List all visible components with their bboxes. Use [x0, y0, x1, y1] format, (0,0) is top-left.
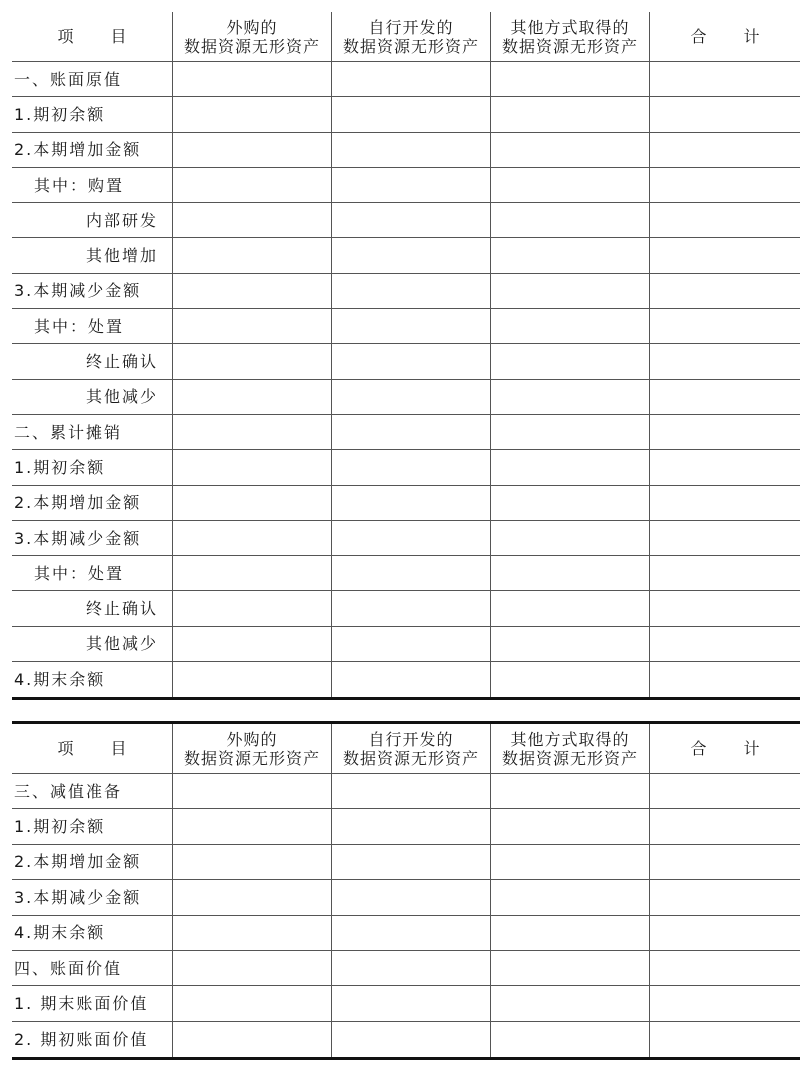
table-body — [12, 62, 800, 697]
value-cell — [331, 203, 490, 237]
row-label: 终止确认 — [86, 599, 159, 619]
value-cell — [490, 880, 649, 914]
table-header — [12, 12, 800, 62]
value-cell — [490, 133, 649, 167]
table-row — [12, 168, 800, 203]
value-cell — [172, 951, 331, 985]
table-row — [12, 986, 800, 1021]
value-cell — [172, 556, 331, 590]
value-cell — [490, 627, 649, 661]
value-cell — [172, 238, 331, 272]
row-label: 3.本期减少金额 — [14, 887, 142, 907]
row-label: 2.本期增加金额 — [14, 140, 142, 160]
value-cell — [649, 627, 800, 661]
value-cell — [490, 415, 649, 449]
value-cell — [331, 97, 490, 131]
value-cell — [490, 916, 649, 950]
value-cell — [331, 556, 490, 590]
value-cell — [331, 133, 490, 167]
value-cell — [490, 486, 649, 520]
row-label: 2. 期初账面价值 — [14, 1029, 149, 1049]
table-row — [12, 774, 800, 809]
value-cell — [649, 880, 800, 914]
value-cell — [649, 809, 800, 843]
value-cell — [490, 845, 649, 879]
value-cell — [331, 662, 490, 697]
value-cell — [172, 274, 331, 308]
value-cell — [649, 274, 800, 308]
value-cell — [331, 415, 490, 449]
value-cell — [331, 774, 490, 808]
value-cell — [649, 168, 800, 202]
value-cell — [172, 809, 331, 843]
value-cell — [490, 450, 649, 484]
table-row — [12, 916, 800, 951]
table-row — [12, 591, 800, 626]
table-row — [12, 1022, 800, 1057]
value-cell — [649, 486, 800, 520]
row-label: 内部研发 — [86, 210, 159, 230]
value-cell — [649, 344, 800, 378]
value-cell — [649, 450, 800, 484]
value-cell — [331, 238, 490, 272]
table-row — [12, 521, 800, 556]
row-label: 其中：购置 — [34, 175, 125, 195]
header-self-developed: 自行开发的 数据资源无形资产 — [331, 12, 490, 61]
row-label: 其他减少 — [86, 634, 159, 654]
row-label: 四、账面价值 — [14, 958, 123, 978]
value-cell — [331, 986, 490, 1020]
row-label: 1. 期末账面价值 — [14, 994, 149, 1014]
table-row — [12, 450, 800, 485]
row-label: 三、减值准备 — [14, 781, 123, 801]
row-label: 4.期末余额 — [14, 923, 106, 943]
table-row — [12, 133, 800, 168]
table-header — [12, 724, 800, 774]
row-label: 终止确认 — [86, 352, 159, 372]
value-cell — [331, 521, 490, 555]
value-cell — [331, 344, 490, 378]
value-cell — [490, 168, 649, 202]
value-cell — [331, 591, 490, 625]
table-row — [12, 97, 800, 132]
header-other-acquired: 其他方式取得的 数据资源无形资产 — [490, 724, 649, 773]
value-cell — [490, 591, 649, 625]
value-cell — [649, 62, 800, 96]
header-item: 项 目 — [57, 27, 143, 46]
value-cell — [490, 1022, 649, 1057]
value-cell — [649, 774, 800, 808]
value-cell — [172, 627, 331, 661]
table-row — [12, 809, 800, 844]
value-cell — [172, 344, 331, 378]
row-label: 1.期初余额 — [14, 817, 106, 837]
value-cell — [649, 916, 800, 950]
table-bottom-rule — [12, 1057, 800, 1060]
value-cell — [490, 774, 649, 808]
value-cell — [490, 274, 649, 308]
value-cell — [172, 774, 331, 808]
table-row — [12, 309, 800, 344]
value-cell — [172, 309, 331, 343]
row-label: 2.本期增加金额 — [14, 852, 142, 872]
value-cell — [331, 309, 490, 343]
value-cell — [172, 880, 331, 914]
table-row — [12, 203, 800, 238]
value-cell — [172, 986, 331, 1020]
header-other-acquired: 其他方式取得的 数据资源无形资产 — [490, 12, 649, 61]
table-row — [12, 662, 800, 697]
table-row — [12, 380, 800, 415]
value-cell — [490, 309, 649, 343]
value-cell — [172, 380, 331, 414]
row-label: 2.本期增加金额 — [14, 493, 142, 513]
value-cell — [172, 62, 331, 96]
value-cell — [172, 450, 331, 484]
value-cell — [490, 238, 649, 272]
value-cell — [649, 309, 800, 343]
table-row — [12, 845, 800, 880]
value-cell — [649, 97, 800, 131]
value-cell — [172, 916, 331, 950]
table-body — [12, 774, 800, 1057]
value-cell — [490, 662, 649, 697]
header-total: 合 计 — [649, 724, 800, 773]
value-cell — [490, 809, 649, 843]
row-label: 其他增加 — [86, 246, 159, 266]
table-row — [12, 627, 800, 662]
value-cell — [649, 521, 800, 555]
value-cell — [490, 97, 649, 131]
value-cell — [331, 168, 490, 202]
value-cell — [490, 556, 649, 590]
value-cell — [331, 1022, 490, 1057]
value-cell — [649, 238, 800, 272]
value-cell — [649, 845, 800, 879]
table-row — [12, 486, 800, 521]
value-cell — [490, 521, 649, 555]
row-label: 二、累计摊销 — [14, 422, 123, 442]
header-purchased: 外购的 数据资源无形资产 — [172, 724, 331, 773]
value-cell — [331, 274, 490, 308]
value-cell — [649, 415, 800, 449]
value-cell — [172, 662, 331, 697]
value-cell — [649, 380, 800, 414]
value-cell — [649, 1022, 800, 1057]
value-cell — [490, 986, 649, 1020]
row-label: 3.本期减少金额 — [14, 528, 142, 548]
value-cell — [172, 591, 331, 625]
table-row — [12, 344, 800, 379]
value-cell — [490, 203, 649, 237]
table-row — [12, 415, 800, 450]
row-label: 其中：处置 — [34, 316, 125, 336]
asset-table-part1 — [12, 12, 800, 700]
row-label: 其中：处置 — [34, 563, 125, 583]
table-row — [12, 62, 800, 97]
value-cell — [172, 486, 331, 520]
value-cell — [490, 380, 649, 414]
value-cell — [490, 62, 649, 96]
header-self-developed: 自行开发的 数据资源无形资产 — [331, 724, 490, 773]
table-row — [12, 274, 800, 309]
row-label: 其他减少 — [86, 387, 159, 407]
value-cell — [649, 662, 800, 697]
table-row — [12, 556, 800, 591]
row-label: 4.期末余额 — [14, 670, 106, 690]
value-cell — [490, 951, 649, 985]
value-cell — [172, 203, 331, 237]
value-cell — [172, 521, 331, 555]
row-label: 1.期初余额 — [14, 457, 106, 477]
value-cell — [331, 845, 490, 879]
value-cell — [331, 627, 490, 661]
value-cell — [649, 986, 800, 1020]
value-cell — [172, 1022, 331, 1057]
header-purchased: 外购的 数据资源无形资产 — [172, 12, 331, 61]
row-label: 一、账面原值 — [14, 69, 123, 89]
asset-table-part2 — [12, 721, 800, 1060]
table-bottom-rule — [12, 697, 800, 700]
row-label: 3.本期减少金额 — [14, 281, 142, 301]
value-cell — [649, 203, 800, 237]
value-cell — [490, 344, 649, 378]
value-cell — [649, 591, 800, 625]
value-cell — [331, 62, 490, 96]
table-row — [12, 880, 800, 915]
row-label: 1.期初余额 — [14, 104, 106, 124]
value-cell — [172, 168, 331, 202]
value-cell — [331, 380, 490, 414]
value-cell — [172, 415, 331, 449]
value-cell — [649, 133, 800, 167]
value-cell — [649, 951, 800, 985]
value-cell — [649, 556, 800, 590]
value-cell — [172, 845, 331, 879]
header-total: 合 计 — [649, 12, 800, 61]
value-cell — [172, 133, 331, 167]
value-cell — [331, 450, 490, 484]
value-cell — [331, 486, 490, 520]
value-cell — [331, 809, 490, 843]
header-item: 项 目 — [57, 739, 143, 758]
table-row — [12, 951, 800, 986]
value-cell — [331, 916, 490, 950]
value-cell — [331, 880, 490, 914]
table-row — [12, 238, 800, 273]
value-cell — [331, 951, 490, 985]
value-cell — [172, 97, 331, 131]
